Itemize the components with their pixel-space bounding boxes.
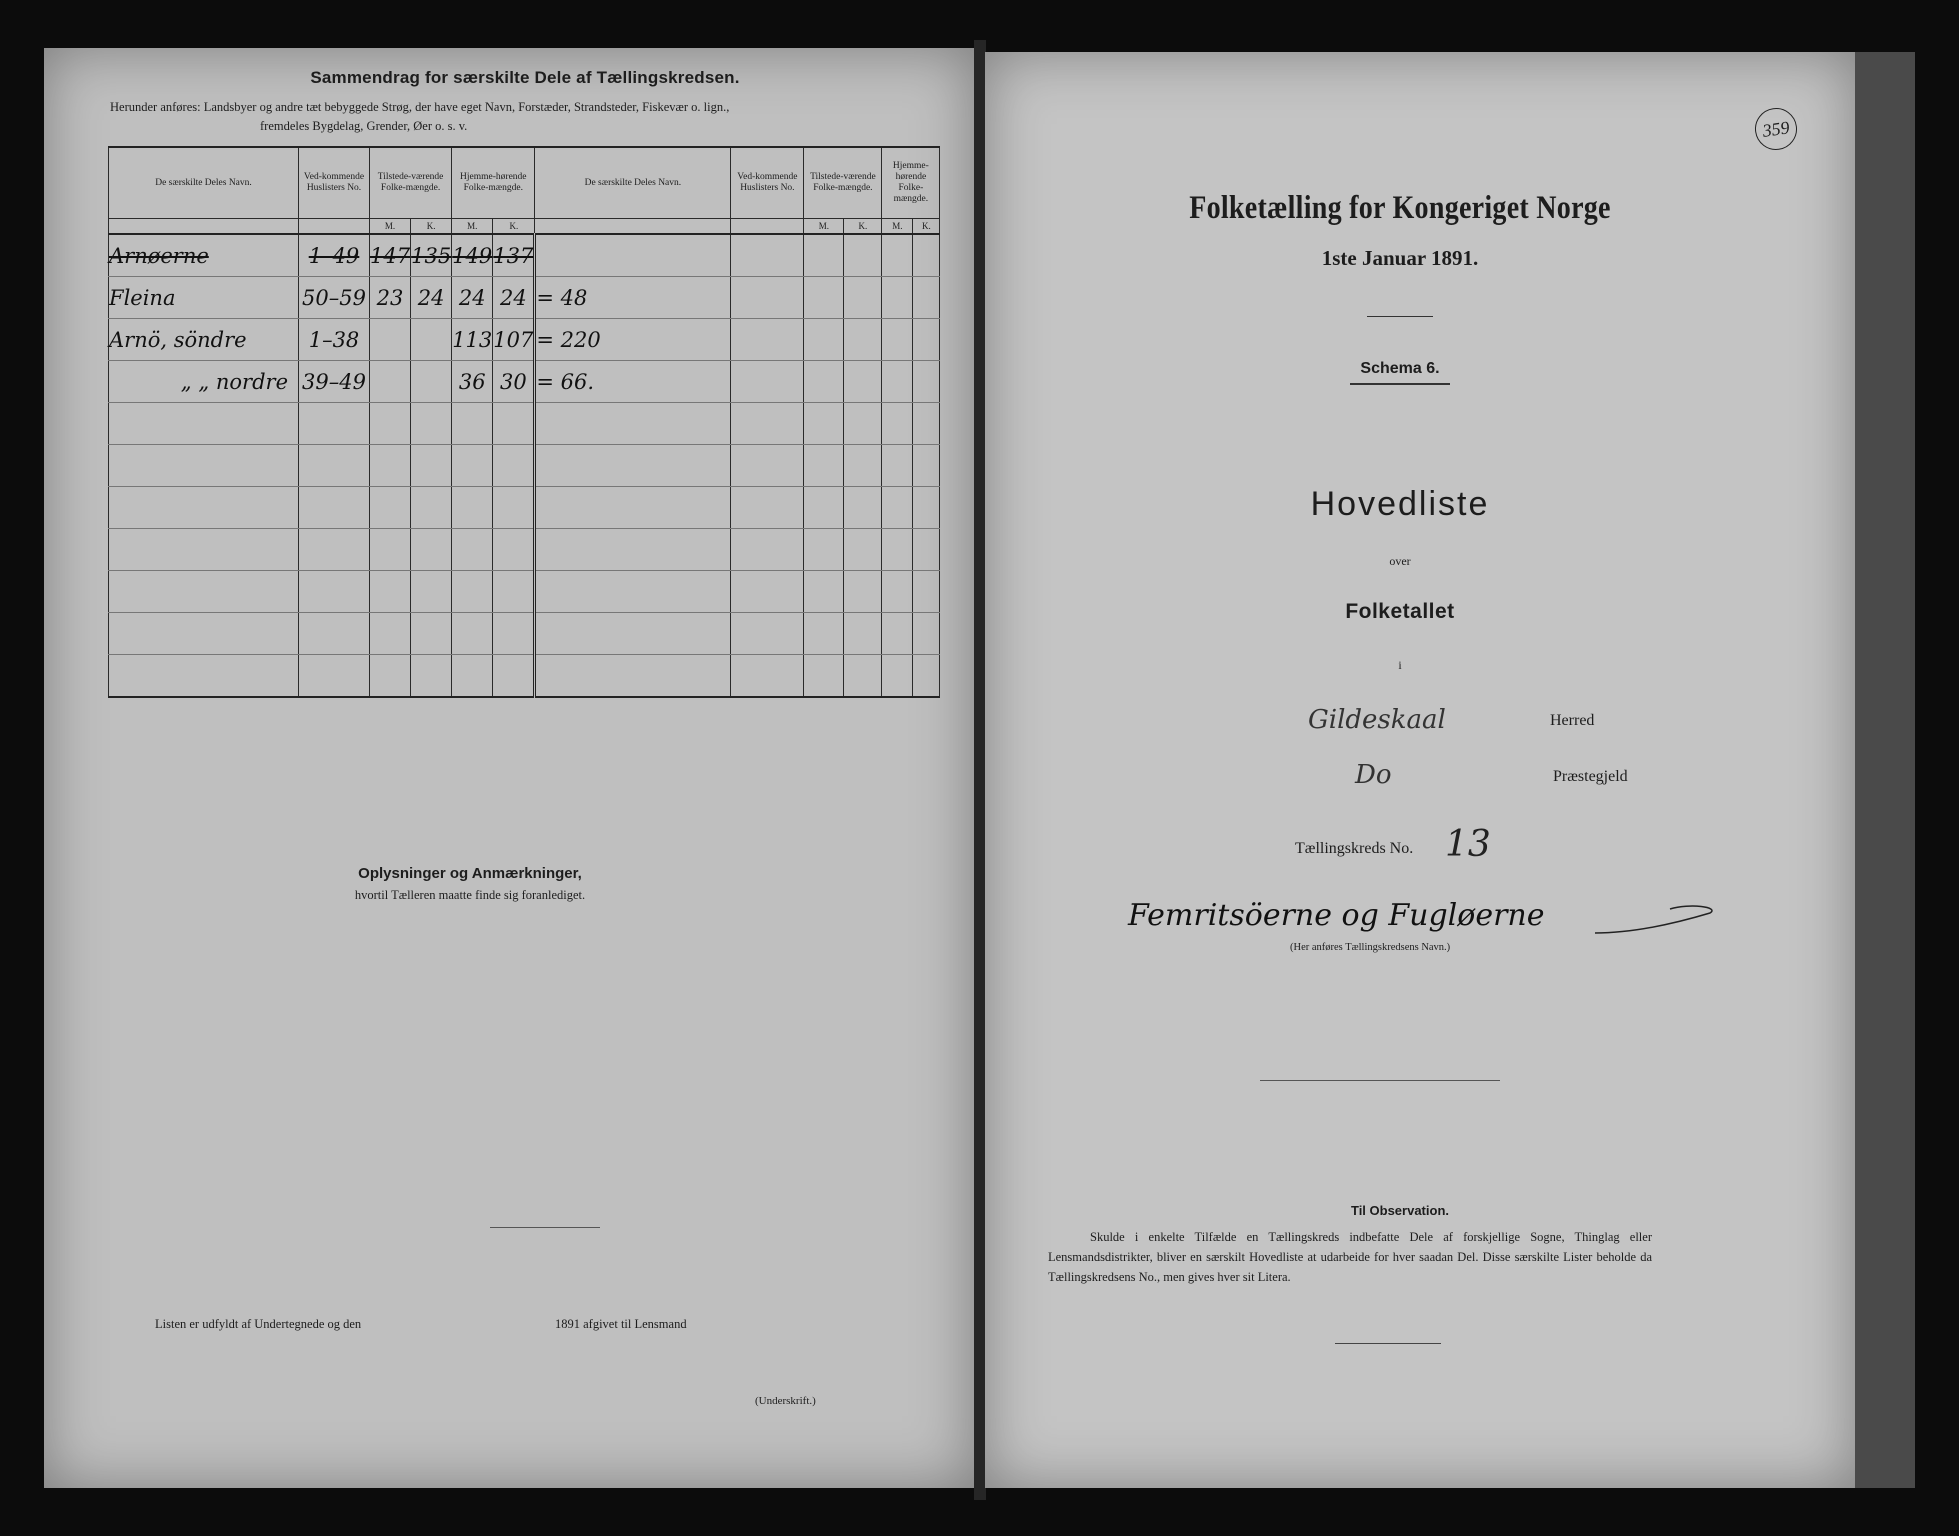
row-h-m: 36 bbox=[452, 361, 493, 403]
header-h-k-2: K. bbox=[913, 219, 940, 235]
summary-subtitle bbox=[110, 98, 950, 136]
herred-label: Herred bbox=[1550, 712, 1595, 729]
over-label: over bbox=[1389, 554, 1411, 568]
kreds-navn-value: Femritsöerne og Fugløerne bbox=[1128, 898, 1545, 933]
header-hjemme-2: Hjemme-hørende Folke-mængde. bbox=[882, 147, 940, 219]
header-tilstede: Tilstede-værende Folke-mængde. bbox=[370, 147, 452, 219]
row-h-m: 113 bbox=[452, 319, 493, 361]
row-h-k: 24 bbox=[493, 277, 535, 319]
title-divider bbox=[1367, 316, 1433, 317]
census-title: Folketælling for Kongeriget Norge bbox=[1189, 190, 1611, 226]
bottom-divider bbox=[1335, 1343, 1441, 1344]
row-t-m bbox=[370, 319, 411, 361]
prestegjeld-label: Præstegjeld bbox=[1553, 768, 1628, 785]
row-h-m: 24 bbox=[452, 277, 493, 319]
row-total: = 220 bbox=[535, 319, 731, 361]
row-t-m: 147 bbox=[370, 234, 411, 277]
row-name: „ „ nordre bbox=[109, 361, 299, 403]
summary-title: Sammendrag for særskilte Dele af Tællingskredsen. bbox=[310, 68, 740, 87]
row-h-k: 137 bbox=[493, 234, 535, 277]
table-row bbox=[109, 277, 940, 319]
row-t-k: 135 bbox=[411, 234, 452, 277]
row-t-k bbox=[411, 319, 452, 361]
header-tilstede-2: Tilstede-værende Folke-mængde. bbox=[804, 147, 882, 219]
kreds-navn-flourish bbox=[1590, 895, 1720, 940]
kreds-label: Tællingskreds No. bbox=[1295, 840, 1414, 857]
row-huslister: 50–59 bbox=[299, 277, 370, 319]
header-h-k: K. bbox=[493, 219, 535, 235]
folketallet-title: Folketallet bbox=[1345, 600, 1455, 623]
census-date: 1ste Januar 1891. bbox=[1321, 246, 1479, 270]
row-t-k: 24 bbox=[411, 277, 452, 319]
header-name-2: De særskilte Deles Navn. bbox=[535, 147, 731, 219]
table-row bbox=[109, 361, 940, 403]
header-hjemme: Hjemme-hørende Folke-mængde. bbox=[452, 147, 535, 219]
listen-line bbox=[155, 1317, 687, 1332]
table-row bbox=[109, 403, 940, 445]
table-row bbox=[109, 445, 940, 487]
row-h-k: 30 bbox=[493, 361, 535, 403]
row-t-m: 23 bbox=[370, 277, 411, 319]
row-name: Fleina bbox=[109, 277, 299, 319]
oplysninger-subtitle: hvortil Tælleren maatte finde sig foranlediget. bbox=[354, 888, 586, 902]
schema-label: Schema 6. bbox=[1360, 360, 1440, 377]
row-t-k bbox=[411, 361, 452, 403]
table-row bbox=[109, 487, 940, 529]
table-row bbox=[109, 613, 940, 655]
observation-body: Skulde i enkelte Tilfælde en Tællingskreds indbefatte Dele af forskjellige Sogne, Thinglag eller Lensmandsdistrikter, bliver en særskilt Hovedliste at udarbeide for hver saadan Del. Disse særskilte Lister beholde da Tællingskredsens No., men gives hver sit Litera. bbox=[1048, 1230, 1652, 1284]
hovedliste-title: Hovedliste bbox=[1310, 485, 1490, 523]
observation-title: Til Observation. bbox=[1350, 1203, 1449, 1218]
row-name: Arnøerne bbox=[109, 234, 299, 277]
row-huslister: 1–49 bbox=[299, 234, 370, 277]
schema-underline bbox=[1350, 383, 1450, 385]
kreds-value: 13 bbox=[1445, 824, 1491, 865]
underskrift-label: (Underskrift.) bbox=[755, 1395, 816, 1407]
observation-text bbox=[1048, 1227, 1652, 1287]
prestegjeld-value: Do bbox=[1355, 760, 1392, 790]
listen-year: 1891 afgivet til Lensmand bbox=[555, 1317, 687, 1331]
signature-divider bbox=[490, 1227, 600, 1228]
header-name: De særskilte Deles Navn. bbox=[109, 147, 299, 219]
row-t-m bbox=[370, 361, 411, 403]
row-h-k: 107 bbox=[493, 319, 535, 361]
row-total: = 48 bbox=[535, 277, 731, 319]
right-book-edge bbox=[1855, 52, 1915, 1488]
table-row bbox=[109, 655, 940, 698]
header-t-k-2: K. bbox=[844, 219, 882, 235]
summary-subtitle-line1: Herunder anføres: Landsbyer og andre tæt bebyggede Strøg, der have eget Navn, Forstæder, Strandsteder, Fiskevær o. lign., bbox=[110, 100, 730, 114]
table-row bbox=[109, 571, 940, 613]
row-name: Arnö, söndre bbox=[109, 319, 299, 361]
row-total bbox=[535, 234, 731, 277]
header-huslister: Ved-kommende Huslisters No. bbox=[299, 147, 370, 219]
kreds-navn-label: (Her anføres Tællingskredsens Navn.) bbox=[1290, 942, 1451, 953]
page-number-stamp: 359 bbox=[1752, 105, 1799, 152]
header-t-k: K. bbox=[411, 219, 452, 235]
lower-divider bbox=[1260, 1080, 1500, 1081]
herred-value: Gildeskaal bbox=[1308, 705, 1446, 735]
header-t-m: M. bbox=[370, 219, 411, 235]
row-huslister: 39–49 bbox=[299, 361, 370, 403]
summary-subtitle-line2: fremdeles Bygdelag, Grender, Øer o. s. v. bbox=[260, 119, 468, 133]
row-total: = 66. bbox=[535, 361, 731, 403]
header-t-m-2: M. bbox=[804, 219, 844, 235]
header-h-m: M. bbox=[452, 219, 493, 235]
header-huslister-2: Ved-kommende Huslisters No. bbox=[731, 147, 804, 219]
row-h-m: 149 bbox=[452, 234, 493, 277]
row-huslister: 1–38 bbox=[299, 319, 370, 361]
i-label: i bbox=[1398, 658, 1402, 672]
listen-text: Listen er udfyldt af Undertegnede og den bbox=[155, 1317, 362, 1331]
oplysninger-title: Oplysninger og Anmærkninger, bbox=[358, 865, 582, 882]
header-h-m-2: M. bbox=[882, 219, 913, 235]
table-row bbox=[109, 529, 940, 571]
table-row bbox=[109, 234, 940, 277]
table-row bbox=[109, 319, 940, 361]
summary-table bbox=[108, 146, 940, 698]
